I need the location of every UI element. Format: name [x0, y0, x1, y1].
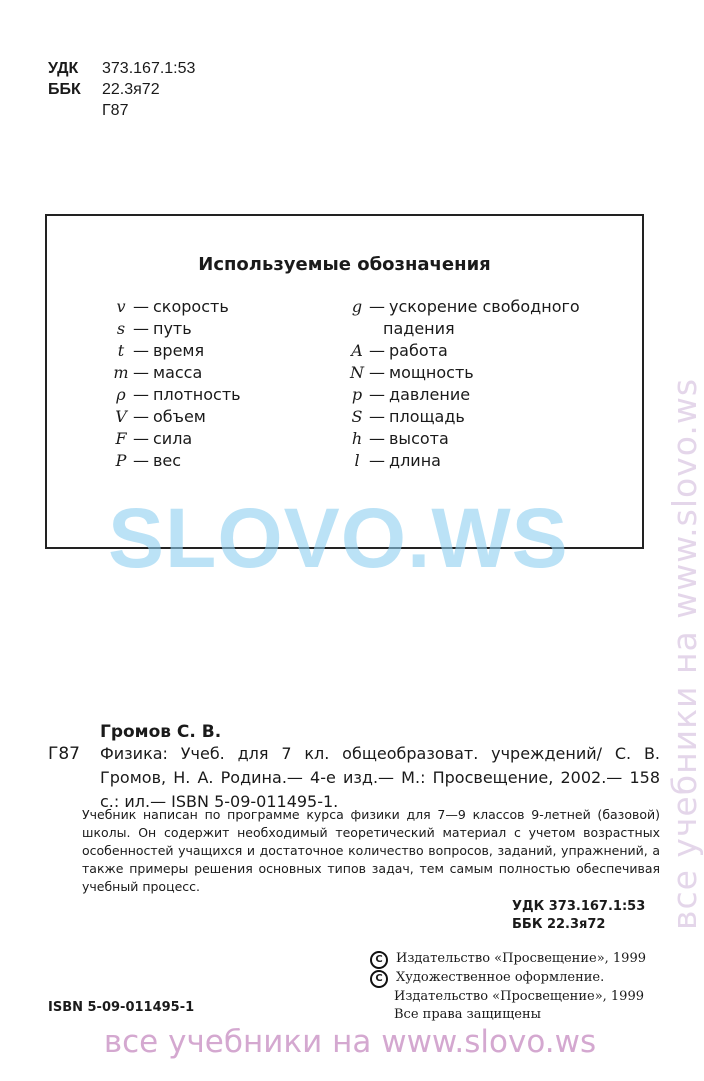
- notation-meaning: мощность: [389, 363, 474, 382]
- isbn: ISBN 5-09-011495-1: [48, 1000, 195, 1015]
- watermark-vertical: все учебники на www.slovo.ws: [665, 377, 704, 930]
- notation-dash: —: [133, 319, 149, 338]
- author-name: Громов С. В.: [100, 722, 222, 742]
- notation-meaning: вес: [153, 451, 182, 470]
- notation-right-column: [347, 296, 637, 472]
- udk-label: УДК: [48, 60, 79, 77]
- notation-dash: —: [133, 407, 149, 426]
- udk-line: УДК 373.167.1:53: [512, 899, 646, 914]
- notation-dash: —: [369, 297, 385, 316]
- notation-symbol: p: [351, 385, 363, 404]
- notation-meaning: работа: [389, 341, 448, 360]
- notation-dash: —: [369, 429, 385, 448]
- bbk-label: ББК: [48, 81, 81, 98]
- bibliography-cipher: Г87: [48, 744, 80, 764]
- notation-symbol: P: [115, 451, 127, 470]
- notation-item: [347, 362, 637, 384]
- notation-meaning: высота: [389, 429, 449, 448]
- notation-dash: —: [133, 297, 149, 316]
- notation-dash: —: [133, 429, 149, 448]
- copyright-row: [370, 969, 646, 988]
- udk-value: 373.167.1:53: [102, 60, 196, 77]
- notation-symbol: ρ: [116, 385, 126, 404]
- notation-meaning: площадь: [389, 407, 465, 426]
- notation-dash: —: [369, 385, 385, 404]
- notation-meaning: масса: [153, 363, 203, 382]
- notation-item: [347, 450, 637, 472]
- notation-item: [111, 384, 341, 406]
- notation-symbol: V: [115, 407, 127, 426]
- notation-item: [111, 428, 341, 450]
- copyright-design: Художественное оформление.: [396, 970, 605, 985]
- notation-symbol: s: [116, 319, 126, 338]
- notation-item: [111, 340, 341, 362]
- notation-symbol: S: [351, 407, 363, 426]
- notation-dash: —: [369, 363, 385, 382]
- book-annotation: Учебник написан по программе курса физики для 7—9 классов 9-летней (базовой) школы. Он содержит необходимый теоретический материал с учетом возрастных особенностей учащихся и достаточное количество вопросов, заданий, упражнений, а также примеры решения основных типов задач, тем самым полностью обеспечивая учебный процесс.: [82, 807, 660, 894]
- notation-symbol: F: [115, 429, 127, 448]
- notation-meaning: сила: [153, 429, 193, 448]
- udk-row: [48, 58, 195, 79]
- copyright-design-publisher: Издательство «Просвещение», 1999: [394, 989, 644, 1004]
- notation-title: Используемые обозначения: [198, 254, 491, 275]
- notation-dash: —: [369, 451, 385, 470]
- notation-continuation: [347, 318, 637, 340]
- notation-meaning: падения: [383, 319, 455, 338]
- notation-dash: —: [369, 341, 385, 360]
- notation-symbol: t: [117, 341, 125, 360]
- copyright-publisher: Издательство «Просвещение», 1999: [396, 951, 646, 966]
- notation-dash: —: [133, 341, 149, 360]
- notation-symbol: m: [113, 363, 129, 382]
- notation-item: [111, 318, 341, 340]
- cipher-row: [48, 100, 195, 121]
- copyright-row: [370, 950, 646, 969]
- notation-item: [111, 450, 341, 472]
- notation-left-column: [111, 296, 341, 472]
- watermark-bottom: все учебники на www.slovo.ws: [103, 1024, 597, 1060]
- notation-item: [347, 406, 637, 428]
- notation-symbol: g: [351, 297, 363, 316]
- classification-block: [48, 58, 195, 121]
- notation-dash: —: [133, 385, 149, 404]
- bbk-value: 22.3я72: [102, 81, 160, 98]
- notation-item: [111, 362, 341, 384]
- classification-footer: [512, 898, 645, 934]
- notation-meaning: давление: [389, 385, 471, 404]
- notation-dash: —: [133, 363, 149, 382]
- notation-item: [347, 340, 637, 362]
- notation-dash: —: [133, 451, 149, 470]
- rights-reserved: Все права защищены: [394, 1007, 541, 1022]
- notation-meaning: путь: [153, 319, 192, 338]
- notation-symbol: A: [351, 341, 363, 360]
- author-cipher: Г87: [102, 102, 129, 119]
- notation-item: [347, 428, 637, 450]
- notation-symbol: v: [116, 297, 126, 316]
- notation-meaning: скорость: [153, 297, 229, 316]
- notation-item: [111, 406, 341, 428]
- bbk-row: [48, 79, 195, 100]
- copyright-icon: С: [370, 951, 388, 969]
- notation-item: [347, 296, 637, 318]
- notation-meaning: плотность: [153, 385, 241, 404]
- bbk-line: ББК 22.3я72: [512, 917, 606, 932]
- copyright-icon: С: [370, 970, 388, 988]
- notation-meaning: длина: [389, 451, 441, 470]
- notation-meaning: ускорение свободного: [389, 297, 580, 316]
- notation-symbol: N: [350, 363, 364, 382]
- notation-meaning: объем: [153, 407, 206, 426]
- notation-item: [347, 384, 637, 406]
- notation-dash: —: [369, 407, 385, 426]
- watermark-center: SLOVO.WS: [108, 491, 569, 585]
- notation-symbol: h: [351, 429, 363, 448]
- bibliography-entry: Физика: Учеб. для 7 кл. общеобразоват. учреждений/ С. В. Громов, Н. А. Родина.— 4-е изд.— М.: Просвещение, 2002.— 158 с.: ил.— ISBN 5-09-011495-1.: [100, 744, 660, 811]
- notation-symbol: l: [354, 451, 360, 470]
- copyright-block: [370, 950, 646, 1024]
- notation-item: [111, 296, 341, 318]
- notation-meaning: время: [153, 341, 205, 360]
